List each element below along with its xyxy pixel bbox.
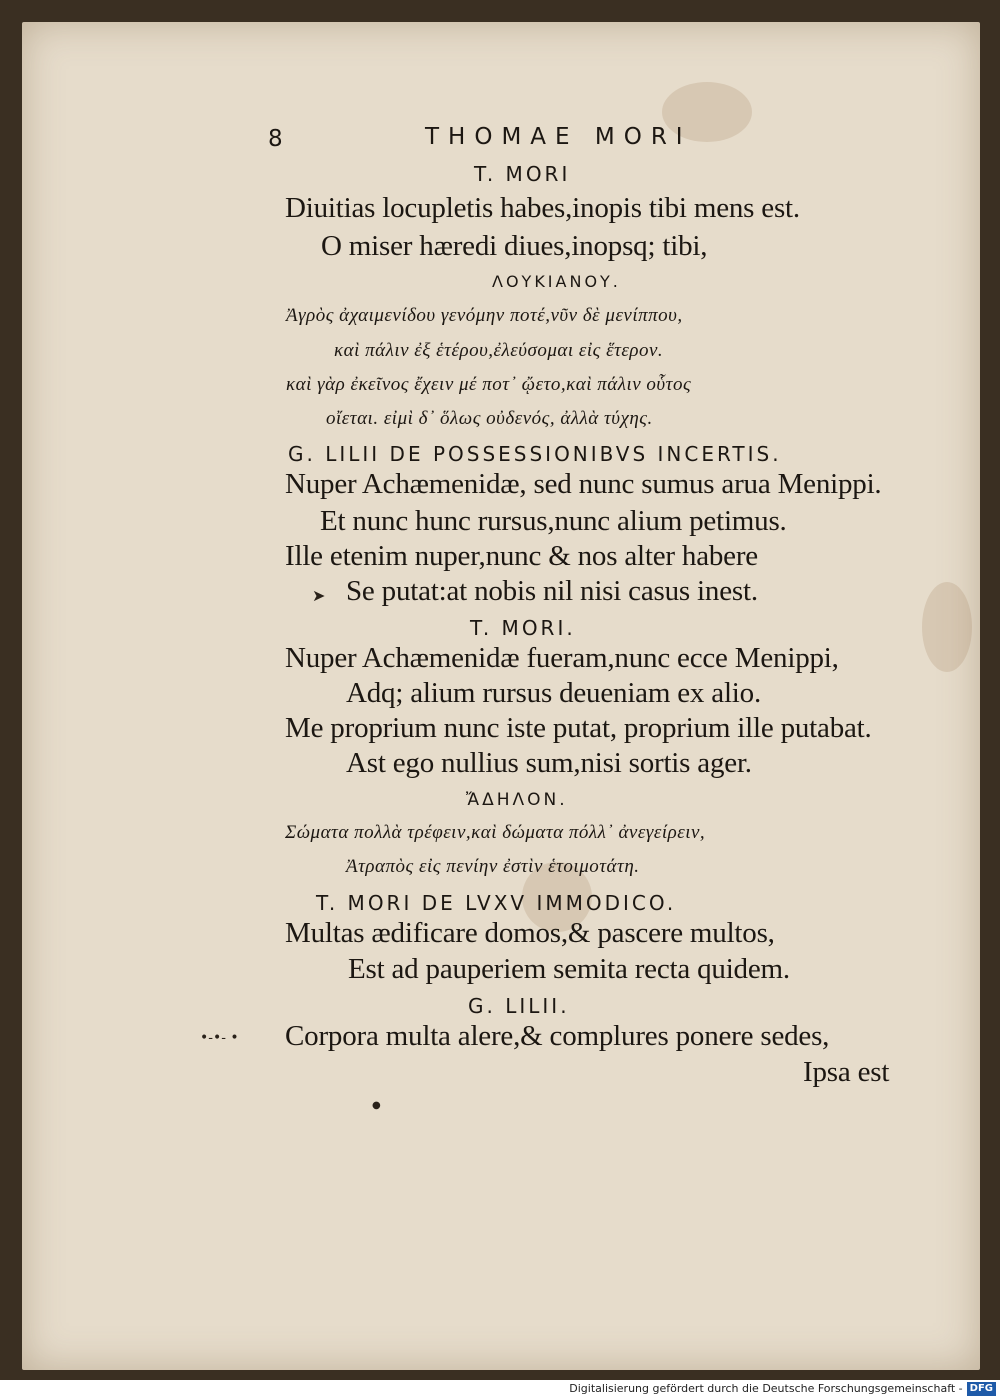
verse-line: Ast ego nullius sum,nisi sortis ager. bbox=[346, 747, 752, 779]
verse-line: O miser hæredi diues,inopsq; tibi, bbox=[321, 230, 708, 262]
section-heading: G. LILII. bbox=[468, 994, 570, 1018]
ink-dot: ● bbox=[372, 1100, 381, 1111]
greek-verse-line: οἴεται. εἰμὶ δ᾽ ὅλως οὐδενός, ἀλλὰ τύχης. bbox=[326, 408, 653, 429]
verse-line: Nuper Achæmenidæ fueram,nunc ecce Menippi, bbox=[285, 642, 839, 674]
greek-verse-line: καὶ πάλιν ἐξ ἑτέρου,ἐλεύσομαι εἰς ἕτερον. bbox=[334, 340, 664, 361]
greek-verse-line: Ἀτραπὸς εἰς πενίην ἐστὶν ἑτοιμοτάτη. bbox=[346, 856, 640, 877]
verse-line: Et nunc hunc rursus,nunc alium petimus. bbox=[320, 505, 787, 537]
verse-line: Ille etenim nuper,nunc & nos alter habere bbox=[285, 540, 758, 572]
running-title: THOMAE MORI bbox=[425, 124, 692, 150]
digitization-footer bbox=[0, 1380, 1000, 1398]
section-heading: ἌΔΗΛΟΝ. bbox=[466, 790, 568, 810]
greek-verse-line: Ἀγρὸς ἀχαιμενίδου γενόμην ποτέ,νῦν δὲ μενίππου, bbox=[286, 305, 683, 326]
verse-line: Nuper Achæmenidæ, sed nunc sumus arua Menippi. bbox=[285, 468, 882, 500]
section-heading: T. MORI DE LVXV IMMODICO. bbox=[316, 891, 677, 915]
footer-text: Digitalisierung gefördert durch die Deutsche Forschungsgemeinschaft - bbox=[569, 1382, 963, 1395]
verse-line: Me proprium nunc iste putat, proprium ille putabat. bbox=[285, 712, 872, 744]
section-heading: G. LILII DE POSSESSIONIBVS INCERTIS. bbox=[288, 442, 782, 466]
dfg-logo[interactable]: DFG bbox=[967, 1382, 996, 1396]
section-heading: T. MORI. bbox=[470, 616, 576, 640]
page-number: 8 bbox=[268, 126, 289, 152]
verse-line: Multas ædificare domos,& pascere multos, bbox=[285, 917, 775, 949]
paper-stain bbox=[922, 582, 972, 672]
verse-line: Adq; alium rursus deueniam ex alio. bbox=[346, 677, 762, 709]
verse-line: Corpora multa alere,& complures ponere sedes, bbox=[285, 1020, 830, 1052]
section-heading: T. MORI bbox=[474, 162, 571, 186]
margin-mark: •-•- • bbox=[200, 1030, 239, 1046]
catchword: Ipsa est bbox=[803, 1056, 890, 1088]
printer-mark: ➤ bbox=[312, 586, 326, 605]
section-heading: ΛΟΥΚΙΑΝΟΥ. bbox=[492, 272, 621, 291]
verse-line: Diuitias locupletis habes,inopis tibi mens est. bbox=[285, 192, 800, 224]
verse-line: Se putat:at nobis nil nisi casus inest. bbox=[346, 575, 758, 607]
greek-verse-line: καὶ γὰρ ἐκεῖνος ἔχειν μέ ποτ᾽ ᾤετο,καὶ πάλιν οὗτος bbox=[286, 374, 692, 395]
greek-verse-line: Σώματα πολλὰ τρέφειν,καὶ δώματα πόλλ᾽ ἀνεγείρειν, bbox=[285, 822, 706, 843]
verse-line: Est ad pauperiem semita recta quidem. bbox=[348, 953, 790, 985]
